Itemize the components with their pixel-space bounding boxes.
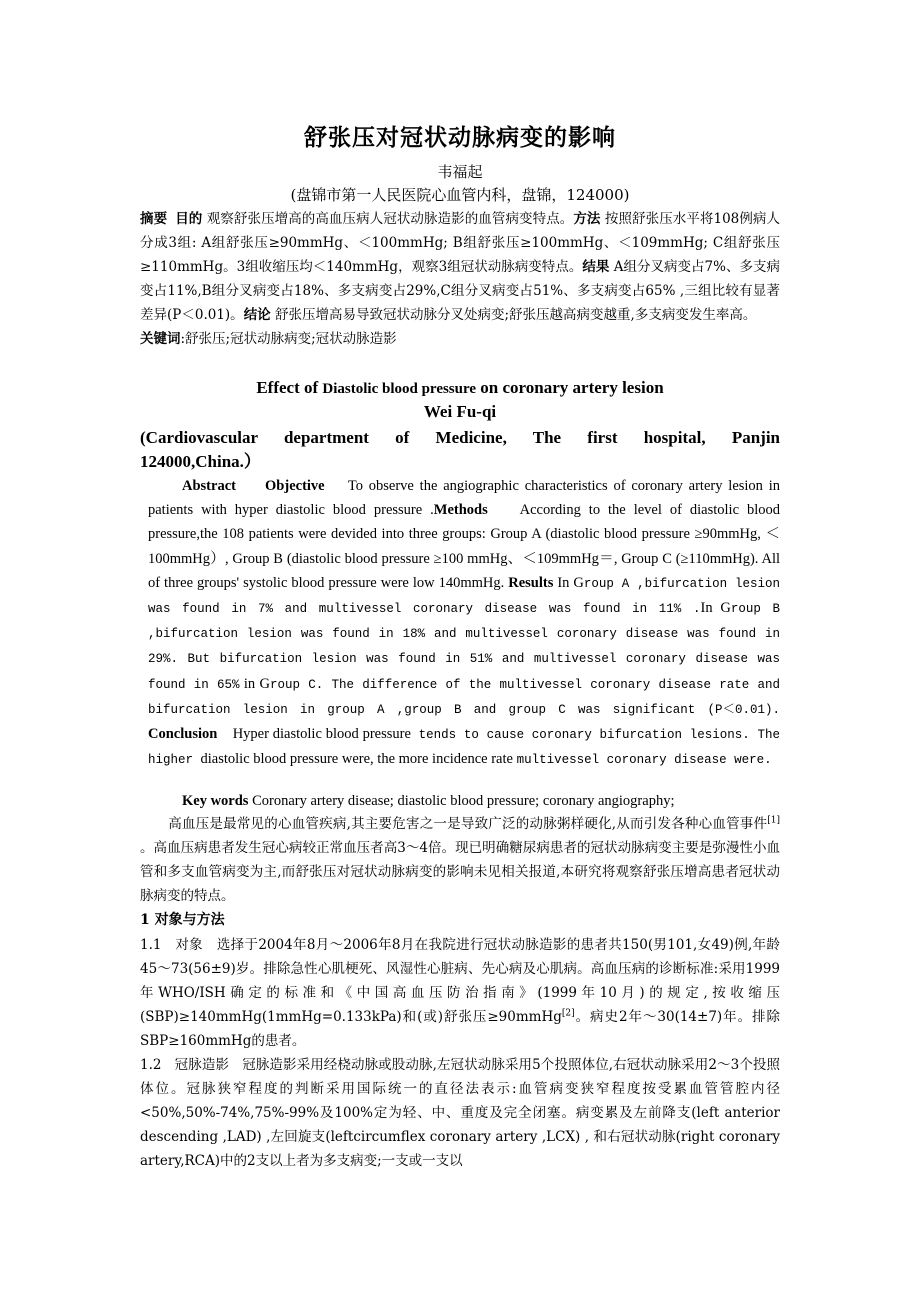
en-results-text: roup A ,bifurcation lesion was found in 7% and multivessel coronary disease was found in 11% . [148,576,780,617]
english-title-part: Effect of [256,378,323,397]
subsection-text: 选择于2004年8月～2006年8月在我院进行冠状动脉造影的患者共150(男101,女49)例,年龄45～73(56±9)岁。排除急性心肌梗死、风湿性心脏病、先心病及心肌病。高血压病的诊断标准:采用1999年WHO/ISH确定的标准和《中国高血压防治指南》(1999年10月)的规定,按收缩压(SBP)≥140mmHg(1mmHg=0.133kPa)和(或)舒张压≥90mmHg [140,937,780,1025]
en-abstract-label: Abstract [182,478,236,494]
en-keywords-text: Coronary artery disease; diastolic blood pressure; coronary angiography; [248,793,675,809]
en-keywords-label: Key words [182,793,249,809]
chinese-abstract [140,207,780,351]
section-heading: 1 对象与方法 [140,912,225,928]
author-name: 韦福起 [437,163,483,181]
introduction-paragraph [140,812,780,908]
en-conclusion-text: Hyper diastolic blood pressure [232,726,411,743]
subsection-title: 冠脉造影 [174,1057,230,1073]
english-affiliation-line1: (Cardiovascular department of Medicine, The first hospital, Panjin [140,428,780,447]
objective-text: 观察舒张压增高的高血压病人冠状动脉造影的血管病变特点。 [206,211,574,227]
english-title-part: on coronary artery lesion [476,378,664,397]
en-results-text: roup B ,bifurcation lesion was found in 18% and multivessel coronary disease was found in 29%. But bifurcation lesion was found in 51% and multivessel coronary disease was found in 65% [148,602,780,692]
section-body [140,933,780,1173]
en-objective-label: Objective [265,478,325,494]
results-label: 结果 [582,259,610,275]
en-conclusion-text: tends to cause coronary bifurcation lesions. The higher [148,728,780,768]
en-conclusion-label: Conclusion [148,726,218,743]
conclusion-label: 结论 [243,307,271,323]
english-title [0,378,920,398]
english-abstract [148,474,780,772]
paper-title: 舒张压对冠状动脉病变的影响 [304,124,616,151]
english-affiliation-line2: 124000,China.） [140,452,261,471]
en-objective-text: To observe the angiographic characteristics of coronary artery lesion in patients with hyper diastolic blood pressure . [148,478,781,519]
abstract-label: 摘要 [140,211,168,227]
results-text: A组分叉病变占7%、多支病变占11%,B组分叉病变占18%、多支病变占29%,C组分叉病变占51%、多支病变占65% ,三组比较有显著差异(P＜0.01)。 [140,259,781,323]
subsection-text: 。病史2年～30(14±7)年。排除SBP≥160mmHg的患者。 [140,1009,780,1049]
en-conclusion-text: diastolic blood pressure were, the more incidence rate [200,751,517,768]
keywords-text: :舒张压;冠状动脉病变;冠状动脉造影 [180,331,397,347]
english-keywords [182,789,674,813]
en-results-label: Results [508,574,554,591]
objective-label: 目的 [175,211,203,227]
en-results-text: roup C. The difference of the multivessel coronary disease rate and bifurcation lesion in group A ,group B and group C was significant (P＜0.01). [148,677,780,717]
intro-text: 高血压是最常见的心血管疾病,其主要危害之一是导致广泛的动脉粥样硬化,从而引发各种心血管事件 [168,816,768,832]
conclusion-text: 舒张压增高易导致冠状动脉分叉处病变;舒张压越高病变越重,多支病变发生率高。 [274,307,757,323]
en-conclusion-text: multivessel coronary disease were. [516,753,772,768]
english-title-part: Diastolic blood pressure [322,381,477,397]
english-author: Wei Fu-qi [423,402,497,421]
methods-text: 按照舒张压水平将108例病人分成3组: A组舒张压≥90mmHg、＜100mmHg; B组舒张压≥100mmHg、＜109mmHg; C组舒张压≥110mmHg。3组收缩压均＜140mmHg，观察3组冠状动脉病变特点。 [140,211,781,275]
en-results-text: in G [239,675,270,692]
citation-ref: [2] [561,1008,575,1019]
methods-label: 方法 [573,211,601,227]
citation-ref: [1] [767,815,780,826]
subsection-title: 对象 [175,937,203,953]
en-results-text: In G [700,600,731,617]
en-results-text: In G [557,574,584,591]
subsection-number: 1.2 [140,1057,162,1073]
subsection-text: 冠脉造影采用经桡动脉或股动脉,左冠状动脉采用5个投照体位,右冠状动脉采用2～3个投照体位。冠脉狭窄程度的判断采用国际统一的直径法表示:血管病变狭窄程度按受累血管管腔内径<50%,50%-74%,75%-99%及100%定为轻、中、重度及完全闭塞。病变累及左前降支(left anterior descending ,LAD) ,左回旋支(leftcircumflex coronary artery ,LCX) , 和右冠状动脉(right coronary artery,RCA)中的2支以上者为多支病变;一支或一支以 [140,1057,781,1169]
en-methods-text: According to the level of diastolic blood pressure,the 108 patients were devided into three groups: Group A (diastolic blood pressure ≥90mmHg, ＜100mmHg）, Group B (diastolic blood pressure ≥100 mmHg、＜109mmHg＝, Group C (≥110mmHg). All of three groups' systolic blood pressure were low 140mmHg. [148,502,781,591]
author-affiliation: (盘锦市第一人民医院心血管内科，盘锦，124000) [290,186,630,204]
en-methods-label: Methods [433,502,488,519]
keywords-label: 关键词 [140,331,181,347]
subsection-number: 1.1 [140,937,162,953]
intro-text: 。高血压病患者发生冠心病较正常血压者高3～4倍。现已明确糖尿病患者的冠状动脉病变主要是弥漫性小血管和多支血管病变为主,而舒张压对冠状动脉病变的影响未见相关报道,本研究将观察舒张压增高患者冠状动脉病变的特点。 [140,840,780,904]
